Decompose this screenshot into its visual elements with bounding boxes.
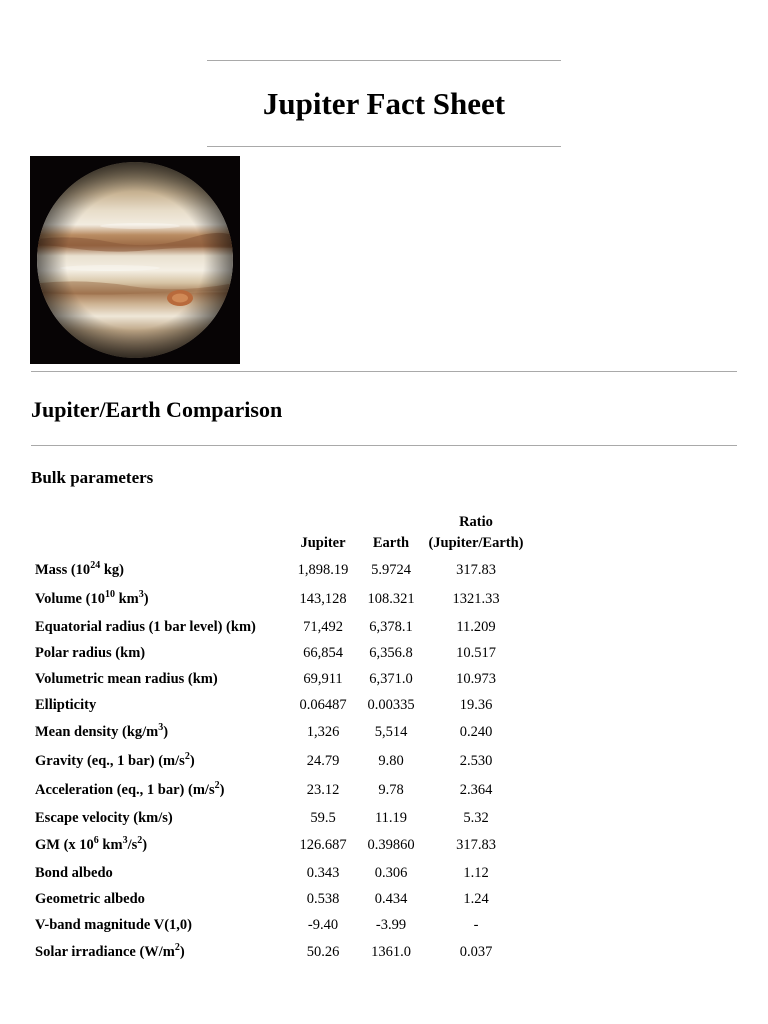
header-earth: Earth [372,535,410,551]
jupiter-value: 71,492 [303,619,343,635]
label-text: ) [189,753,195,769]
table-row [30,938,530,967]
label-superscript: 3 [122,835,128,846]
label-text: Acceleration (eq., 1 bar) (m/s [35,782,215,798]
jupiter-image [30,156,240,364]
table-row [30,614,530,640]
table-body [30,556,530,967]
jupiter-value: 0.06487 [299,697,347,713]
earth-value: 5,514 [374,724,408,740]
parameter-label [30,912,286,938]
label-text: Geometric albedo [35,891,145,907]
label-text: Volume (10 [35,591,105,607]
jupiter-value: 59.5 [310,810,336,826]
table-row [30,912,530,938]
parameter-label [30,556,286,585]
comparison-divider [31,445,737,446]
label-text: Solar irradiance (W/m [35,944,175,960]
parameter-label [30,666,286,692]
jupiter-value: 24.79 [306,753,340,769]
label-superscript: 3 [158,722,164,733]
earth-value: 9.80 [378,753,404,769]
label-text: ) [143,591,149,607]
table-row [30,692,530,718]
ratio-value: 19.36 [459,697,493,713]
label-text: km [114,591,139,607]
label-text: Ellipticity [35,697,97,713]
ratio-value: 1.24 [463,891,489,907]
label-text: Bond albedo [35,865,113,881]
parameter-label [30,718,286,747]
table-row [30,860,530,886]
ratio-value: 11.209 [456,619,496,635]
ratio-value: 0.037 [459,944,493,960]
parameter-label [30,860,286,886]
label-text: ) [179,944,185,960]
label-text: GM (x 10 [35,837,94,853]
label-text: ) [142,837,148,853]
label-text: V-band magnitude V(1,0) [35,917,192,933]
label-text: Equatorial radius (1 bar level) (km) [35,619,256,635]
earth-value: 0.39860 [367,837,415,853]
ratio-value: - [473,917,479,933]
label-text: ) [163,724,169,740]
parameter-label [30,640,286,666]
header-jupiter: Jupiter [300,535,346,551]
jupiter-value: 23.12 [306,782,340,798]
parameter-label [30,776,286,805]
ratio-value: 0.240 [459,724,493,740]
ratio-value: 317.83 [456,562,496,578]
jupiter-value: 66,854 [303,645,343,661]
table-row [30,886,530,912]
earth-value: 5.9724 [371,562,411,578]
earth-value: 11.19 [374,810,408,826]
label-text: Gravity (eq., 1 bar) (m/s [35,753,185,769]
label-superscript: 3 [138,589,144,600]
header-parameter [30,512,286,556]
label-text: ) [219,782,225,798]
earth-value: 108.321 [367,591,415,607]
table-row [30,556,530,585]
parameter-label [30,585,286,614]
header-ratio-line2: (Jupiter/Earth) [428,535,524,551]
jupiter-planet-graphic [30,156,240,364]
label-text: /s [127,837,138,853]
header-ratio-line1: Ratio [459,514,493,530]
top-divider [207,60,561,61]
earth-value: 9.78 [378,782,404,798]
jupiter-value: 50.26 [306,944,340,960]
parameter-label [30,805,286,831]
earth-value: 0.306 [374,865,408,881]
earth-value: -3.99 [375,917,407,933]
label-superscript: 2 [214,780,220,791]
earth-value: 0.00335 [367,697,415,713]
table-row [30,640,530,666]
earth-value: 0.434 [374,891,408,907]
table-header [30,512,530,556]
ratio-value: 10.973 [456,671,496,687]
parameter-label [30,938,286,967]
table-row [30,585,530,614]
parameter-label [30,886,286,912]
jupiter-value: 0.343 [306,865,340,881]
label-superscript: 10 [104,589,115,600]
label-superscript: 2 [174,942,180,953]
ratio-value: 1.12 [463,865,489,881]
bulk-parameters-table [30,512,530,967]
label-text: Volumetric mean radius (km) [35,671,218,687]
image-divider [31,371,737,372]
table-row [30,718,530,747]
parameter-label [30,831,286,860]
earth-value: 1361.0 [371,944,411,960]
table-row [30,666,530,692]
label-superscript: 24 [90,560,101,571]
ratio-value: 5.32 [463,810,489,826]
table-row [30,831,530,860]
table-row [30,805,530,831]
bulk-parameters-heading: Bulk parameters [31,468,154,487]
comparison-heading: Jupiter/Earth Comparison [31,397,283,422]
page-title: Jupiter Fact Sheet [262,86,506,121]
table-row [30,747,530,776]
jupiter-value: 0.538 [306,891,340,907]
jupiter-value: 1,898.19 [297,562,349,578]
jupiter-value: 126.687 [299,837,347,853]
ratio-value: 10.517 [456,645,496,661]
ratio-value: 2.530 [459,753,493,769]
parameter-label [30,614,286,640]
jupiter-value: 69,911 [303,671,343,687]
jupiter-value: 1,326 [306,724,340,740]
parameter-label [30,747,286,776]
earth-value: 6,371.0 [369,671,413,687]
label-superscript: 2 [137,835,143,846]
ratio-value: 1321.33 [452,591,500,607]
jupiter-value: 143,128 [299,591,347,607]
title-divider [207,146,561,147]
jupiter-value: -9.40 [307,917,339,933]
label-text: Mass (10 [35,562,91,578]
header-ratio [422,512,530,556]
parameter-label [30,692,286,718]
label-text: Polar radius (km) [35,645,146,661]
earth-value: 6,356.8 [369,645,413,661]
label-superscript: 2 [184,751,190,762]
table-row [30,776,530,805]
ratio-value: 317.83 [456,837,496,853]
label-text: Escape velocity (km/s) [35,810,173,826]
label-text: Mean density (kg/m [35,724,159,740]
label-text: km [98,837,123,853]
label-text: kg) [100,562,124,578]
earth-value: 6,378.1 [369,619,413,635]
label-superscript: 6 [93,835,99,846]
ratio-value: 2.364 [459,782,493,798]
